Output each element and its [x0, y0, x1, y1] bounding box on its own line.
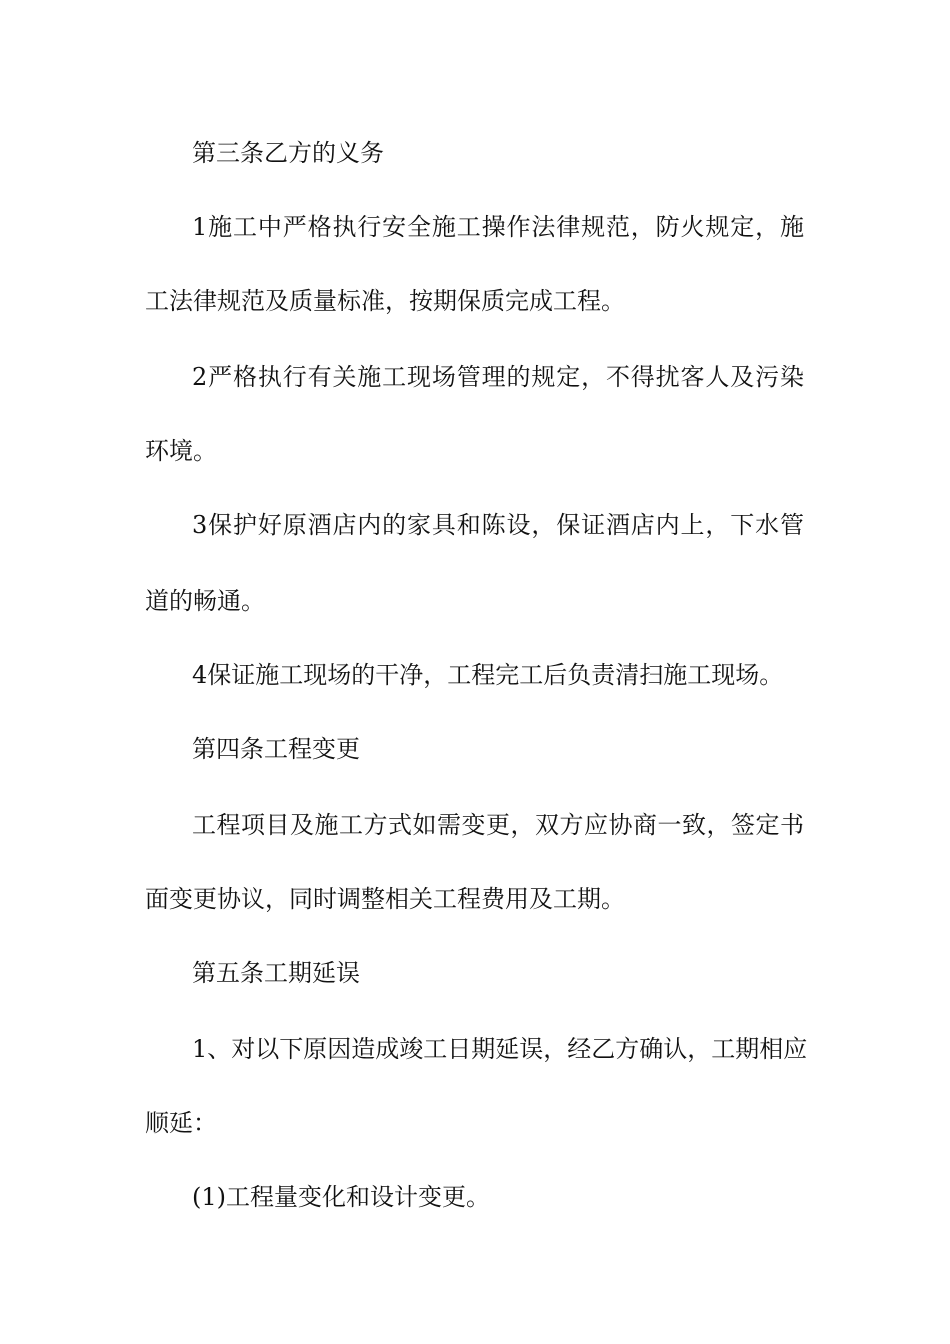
list-item: (1)工程量变化和设计变更。: [192, 1183, 490, 1211]
section-heading-article-3: 第三条乙方的义务: [192, 139, 384, 167]
paragraph-line: 面变更协议，同时调整相关工程费用及工期。: [145, 885, 625, 913]
paragraph-line: 工程项目及施工方式如需变更，双方应协商一致，签定书: [192, 811, 804, 839]
paragraph-line: 2严格执行有关施工现场管理的规定，不得扰客人及污染: [192, 363, 804, 391]
section-heading-article-5: 第五条工期延误: [192, 959, 360, 987]
paragraph-line: 道的畅通。: [145, 587, 265, 615]
paragraph-line: 3保护好原酒店内的家具和陈设，保证酒店内上，下水管: [192, 511, 804, 539]
paragraph-line: 4保证施工现场的干净，工程完工后负责清扫施工现场。: [192, 661, 784, 689]
paragraph-line: 1、对以下原因造成竣工日期延误，经乙方确认，工期相应: [192, 1035, 808, 1063]
paragraph-line: 1施工中严格执行安全施工操作法律规范，防火规定，施: [192, 213, 804, 241]
paragraph-line: 顺延：: [145, 1109, 217, 1137]
paragraph-line: 环境。: [145, 437, 217, 465]
paragraph-line: 工法律规范及质量标准，按期保质完成工程。: [145, 287, 625, 315]
section-heading-article-4: 第四条工程变更: [192, 735, 360, 763]
